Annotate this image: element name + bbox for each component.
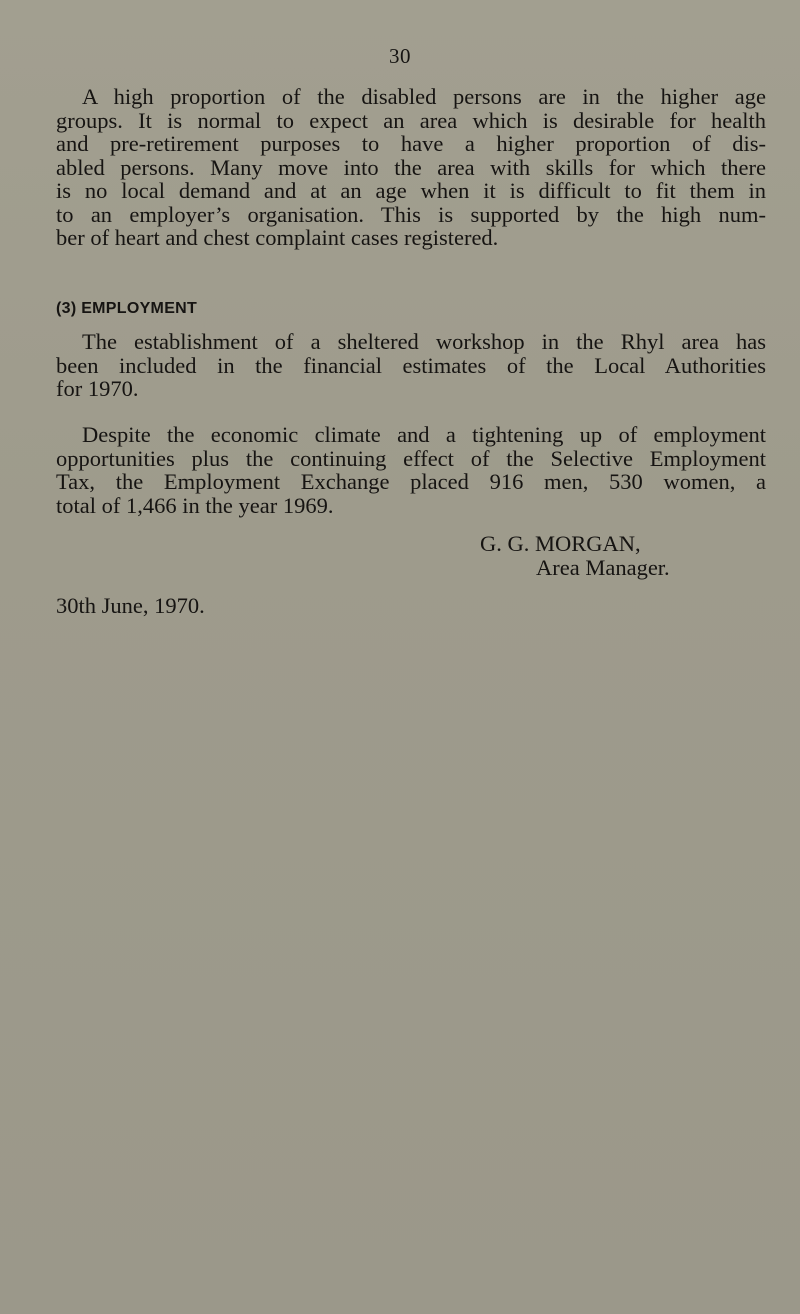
- paragraph-line: to an employer’s organisation. This is supported by the high num-: [56, 201, 766, 227]
- paragraph-line: for 1970.: [56, 376, 139, 401]
- paragraph-line: Tax, the Employment Exchange placed 916 men, 530 women, a: [56, 469, 766, 494]
- paragraph-line: and pre-retirement purposes to have a higher proportion of dis-: [56, 131, 766, 156]
- paragraph-line: The establishment of a sheltered workshop in the Rhyl area has: [82, 329, 766, 354]
- employment-heading: (3) EMPLOYMENT: [56, 300, 198, 317]
- page-number: 30: [389, 44, 411, 68]
- paragraph-line: opportunities plus the continuing effect of the Selective Employment: [56, 445, 766, 471]
- disabled-persons-paragraph: [56, 85, 766, 250]
- employment-exchange-paragraph: [56, 423, 766, 517]
- paragraph-line: abled persons. Many move into the area with skills for which there: [56, 154, 766, 180]
- paragraph-line: ber of heart and chest complaint cases registered.: [56, 225, 499, 250]
- paragraph-line: been included in the financial estimates of the Local Authorities: [56, 352, 766, 378]
- paragraph-line: is no local demand and at an age when it is difficult to fit them in: [56, 178, 766, 203]
- paragraph-line: groups. It is normal to expect an area which is desirable for health: [56, 107, 766, 133]
- paragraph-line: A high proportion of the disabled persons are in the higher age: [82, 84, 766, 109]
- document-date: 30th June, 1970.: [56, 593, 205, 618]
- paragraph-line: total of 1,466 in the year 1969.: [56, 492, 334, 518]
- signature-name: G. G. MORGAN,: [480, 531, 641, 556]
- paragraph-line: Despite the economic climate and a tightening up of employment: [82, 422, 766, 447]
- sheltered-workshop-paragraph: [56, 330, 766, 401]
- signature-role: Area Manager.: [536, 555, 670, 580]
